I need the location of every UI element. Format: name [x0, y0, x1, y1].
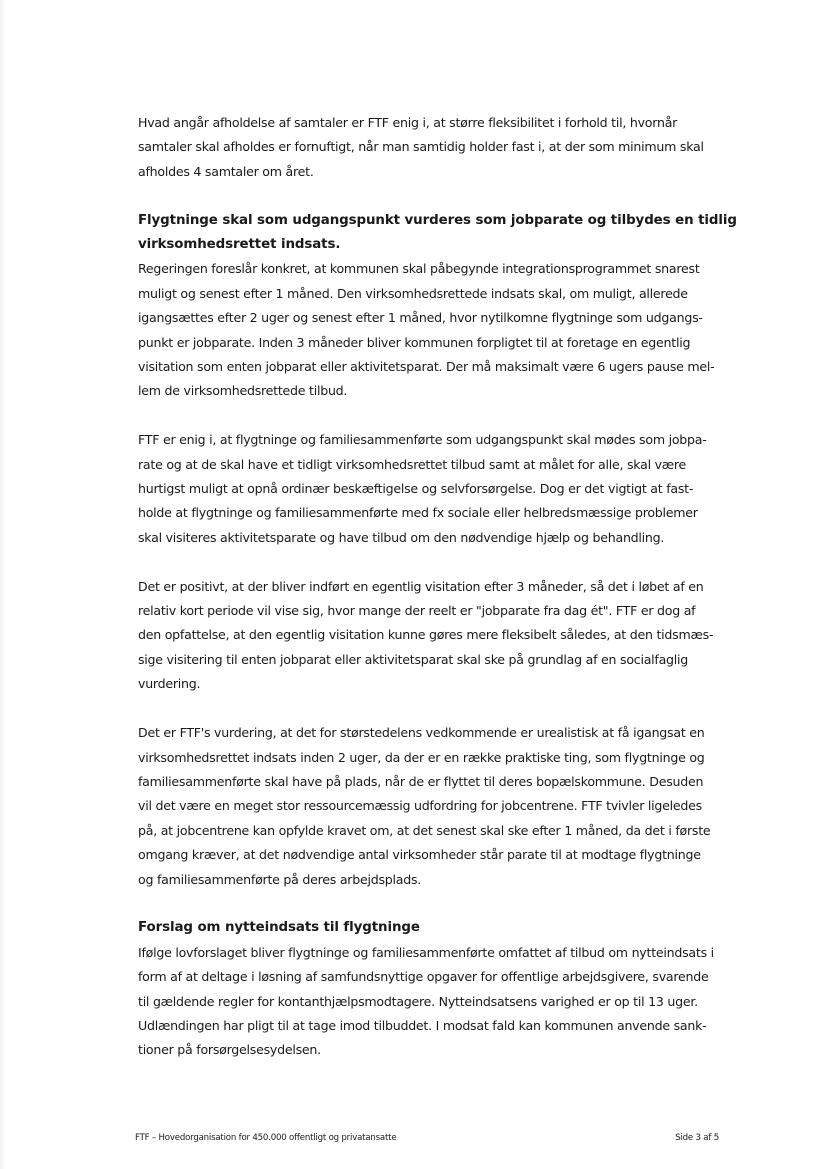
body-text: [138, 111, 737, 1087]
text-line: på, at jobcentrene kan opfylde kravet om, at det senest skal ske efter 1 måned, da det i første: [138, 822, 711, 838]
text-line: Det er FTF's vurdering, at det for størstedelens vedkommende er urealistisk at få igangsat en: [138, 725, 705, 741]
text-line: muligt og senest efter 1 måned. Den virksomhedsrettede indsats skal, om muligt, allerede: [138, 285, 688, 301]
text-line: lem de virksomhedsrettede tilbud.: [138, 383, 348, 399]
paragraph-meetings: [138, 111, 723, 184]
text-line: holde at flygtninge og familiesammenførte med fx sociale eller helbredsmæssige problemer: [138, 505, 698, 521]
text-line: virksomhedsrettet indsats inden 2 uger, da der er en række praktiske ting, som flygtninge og: [138, 749, 705, 765]
heading-line: virksomhedsrettet indsats.: [138, 237, 341, 253]
text-line: Regeringen foreslår konkret, at kommunen skal påbegynde integrationsprogrammet snarest: [138, 261, 700, 277]
text-line: Det er positivt, at der bliver indført en egentlig visitation efter 3 måneder, så det i løbet af en: [138, 578, 704, 594]
paragraph-ftf-assessment: [138, 721, 723, 892]
text-line: sige visitering til enten jobparat eller aktivitetsparat skal ske på grundlag af en socialfaglig: [138, 651, 689, 667]
text-line: vurdering.: [138, 676, 201, 692]
page-number: Side 3 af 5: [675, 1133, 719, 1143]
paragraph-utility-work: [138, 941, 723, 1063]
text-line: relativ kort periode vil vise sig, hvor mange der reelt er "jobparate fra dag ét". FTF er dog af: [138, 603, 696, 619]
text-line: og familiesammenførte på deres arbejdsplads.: [138, 871, 422, 887]
text-line: familiesammenførte skal have på plads, når de er flyttet til deres bopælskommune. Desuden: [138, 773, 704, 789]
text-line: rate og at de skal have et tidligt virksomhedsrettet tilbud samt at målet for alle, skal være: [138, 456, 687, 472]
text-line: afholdes 4 samtaler om året.: [138, 163, 314, 179]
text-line: den opfattelse, at den egentlig visitation kunne gøres mere fleksibelt således, at den tidsmæs-: [138, 627, 714, 643]
scan-edge-shadow: [0, 0, 6, 1169]
text-line: form af at deltage i løsning af samfundsnyttige opgaver for offentlige arbejdsgivere, svarende: [138, 969, 709, 985]
text-line: omgang kræver, at det nødvendige antal virksomheder står parate til at modtage flygtninge: [138, 847, 701, 863]
section-heading-jobready: [138, 209, 737, 258]
heading-line: Flygtninge skal som udgangspunkt vurderes som jobparate og tilbydes en tidlig: [138, 212, 737, 228]
text-line: skal visiteres aktivitetsparate og have tilbud om den nødvendige hjælp og behandling.: [138, 529, 665, 545]
text-line: hurtigst muligt at opnå ordinær beskæftigelse og selvforsørgelse. Dog er det vigtigt at fast-: [138, 481, 694, 497]
paragraph-ftf-agrees: [138, 428, 723, 550]
text-line: Hvad angår afholdelse af samtaler er FTF enig i, at større fleksibilitet i forhold til, hvornår: [138, 115, 678, 130]
text-line: vil det være en meget stor ressourcemæssig udfordring for jobcentrene. FTF tvivler ligeledes: [138, 798, 702, 814]
paragraph-visitation: [138, 575, 723, 697]
text-line: til gældende regler for kontanthjælpsmodtagere. Nytteindsatsens varighed er op til 13 uger.: [138, 993, 698, 1009]
text-line: Udlændingen har pligt til at tage imod tilbuddet. I modsat fald kan kommunen anvende sank-: [138, 1017, 707, 1033]
text-line: igangsættes efter 2 uger og senest efter 1 måned, hvor nytilkomne flygtninge som udgangs-: [138, 310, 703, 326]
text-line: visitation som enten jobparat eller aktivitetsparat. Der må maksimalt være 6 ugers pause mel-: [138, 359, 715, 375]
text-line: tioner på forsørgelsesydelsen.: [138, 1042, 321, 1058]
paragraph-government-proposal: [138, 257, 723, 403]
text-line: punkt er jobparate. Inden 3 måneder bliver kommunen forpligtet til at foretage en egentlig: [138, 334, 691, 350]
heading-line: Forslag om nytteindsats til flygtninge: [138, 920, 420, 936]
section-heading-utility-work: [138, 916, 723, 940]
text-line: Ifølge lovforslaget bliver flygtninge og familiesammenførte omfattet af tilbud om nytteindsats i: [138, 944, 714, 960]
footer-organisation: FTF – Hovedorganisation for 450.000 offentligt og privatansatte: [135, 1133, 397, 1143]
text-line: samtaler skal afholdes er fornuftigt, når man samtidig holder fast i, at der som minimum skal: [138, 139, 704, 155]
text-line: FTF er enig i, at flygtninge og familiesammenførte som udgangspunkt skal mødes som jobpa-: [138, 432, 707, 448]
